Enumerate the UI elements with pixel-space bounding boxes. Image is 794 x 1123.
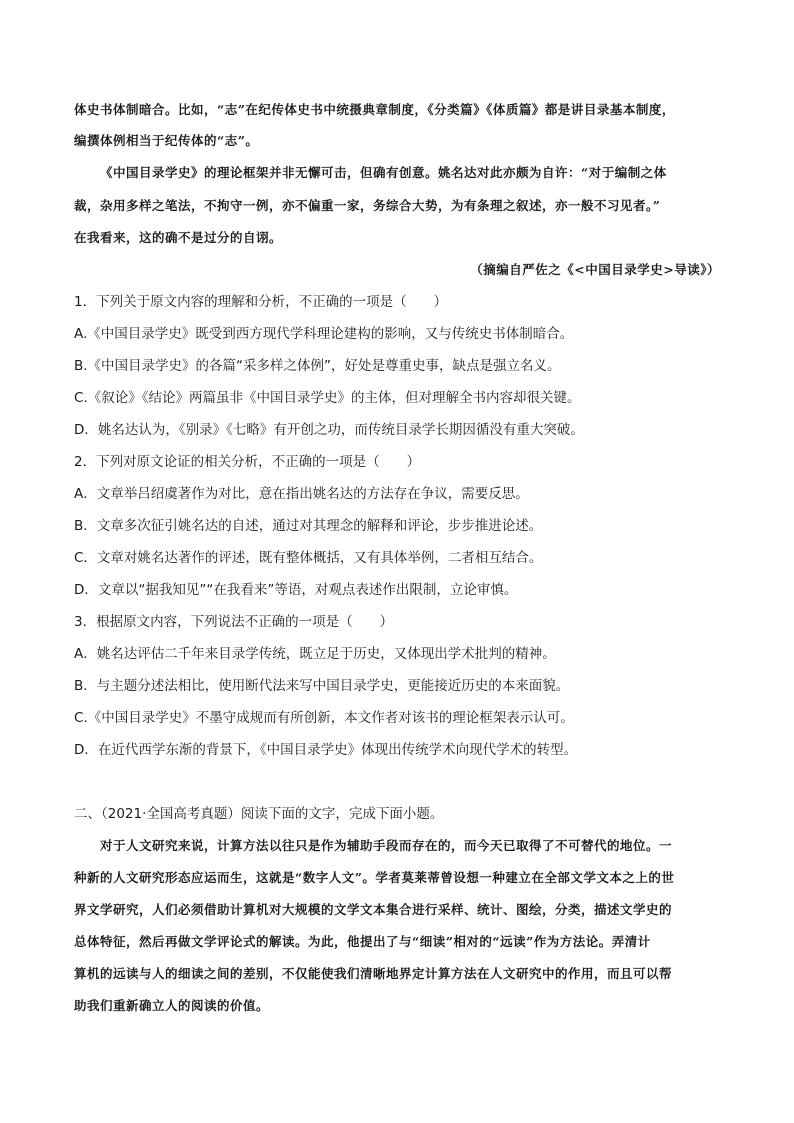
question-option: C.《叙论》《结论》两篇虽非《中国目录学史》的主体，但对理解全书内容却很关键。 — [74, 390, 581, 406]
passage-line: 裁，杂用多样之笔法，不拘守一例，亦不偏重一家，务综合大势，为有条理之叙述，亦一般不习见者。” — [74, 198, 661, 213]
question-option: D．文章以“据我知见”“在我看来”等语，对观点表述作出限制，立论审慎。 — [74, 582, 518, 598]
passage-line: 《中国目录学史》的理论框架并非无懈可击，但确有创意。姚名达对此亦颇为自许：“对于编制之体 — [100, 165, 667, 180]
question-option: C．文章对姚名达著作的评述，既有整体概括，又有具体举例，二者相互结合。 — [74, 550, 543, 566]
question-option: B.《中国目录学史》的各篇“采多样之体例”，好处是尊重史事，缺点是强立名义。 — [74, 358, 561, 374]
passage-line: 总体特征，然后再做文学评论式的解读。为此，他提出了与“细读”相对的“远读”作为方法论。弄清计 — [74, 934, 651, 949]
question-stem: 1．下列关于原文内容的理解和分析，不正确的一项是（ ） — [74, 294, 448, 310]
section-heading: 二、（2021·全国高考真题）阅读下面的文字，完成下面小题。 — [74, 806, 444, 822]
question-option: C.《中国目录学史》不墨守成规而有所创新，本文作者对该书的理论框架表示认可。 — [74, 710, 574, 726]
passage-line: 种新的人文研究形态应运而生，这就是“数字人文”。学者莫莱蒂曾设想一种建立在全部文学文本之上的世 — [74, 870, 675, 885]
passage-line: 助我们重新确立人的阅读的价值。 — [74, 998, 270, 1013]
question-option: A.《中国目录学史》既受到西方现代学科理论建构的影响，又与传统史书体制暗合。 — [74, 326, 574, 342]
question-option: B．文章多次征引姚名达的自述，通过对其理念的解释和评论，步步推进论述。 — [74, 518, 543, 534]
question-option: A．文章举吕绍虞著作为对比，意在指出姚名达的方法存在争议，需要反思。 — [74, 486, 529, 502]
question-option: B．与主题分述法相比，使用断代法来写中国目录学史，更能接近历史的本来面貌。 — [74, 678, 570, 694]
question-option: D．在近代西学东渐的背景下，《中国目录学史》体现出传统学术向现代学术的转型。 — [74, 742, 578, 758]
question-option: D．姚名达认为，《别录》《七略》有开创之功，而传统目录学长期因循没有重大突破。 — [74, 422, 584, 438]
source-citation: （摘编自严佐之《<中国目录学史>导读》） — [470, 262, 720, 277]
passage-line: 编撰体例相当于纪传体的“志”。 — [74, 133, 259, 148]
question-stem: 3．根据原文内容，下列说法不正确的一项是（ ） — [74, 614, 394, 630]
passage-line: 在我看来，这的确不是过分的自诩。 — [74, 230, 283, 245]
passage-line: 算机的远读与人的细读之间的差别，不仅能使我们清晰地界定计算方法在人文研究中的作用，而且可以帮 — [74, 966, 673, 981]
question-option: A．姚名达评估二千年来目录学传统，既立足于历史，又体现出学术批判的精神。 — [74, 646, 556, 662]
passage-line: 对于人文研究来说，计算方法以往只是作为辅助手段而存在的，而今天已取得了不可替代的地位。一 — [100, 838, 673, 853]
passage-line: 界文学研究，人们必须借助计算机对大规模的文学文本集合进行采样、统计、图绘，分类，描述文学史的 — [74, 902, 673, 917]
passage-line: 体史书体制暗合。比如，“志”在纪传体史书中统摄典章制度，《分类篇》《体质篇》都是讲目录基本制度， — [74, 102, 675, 117]
question-stem: 2．下列对原文论证的相关分析，不正确的一项是（ ） — [74, 454, 421, 470]
